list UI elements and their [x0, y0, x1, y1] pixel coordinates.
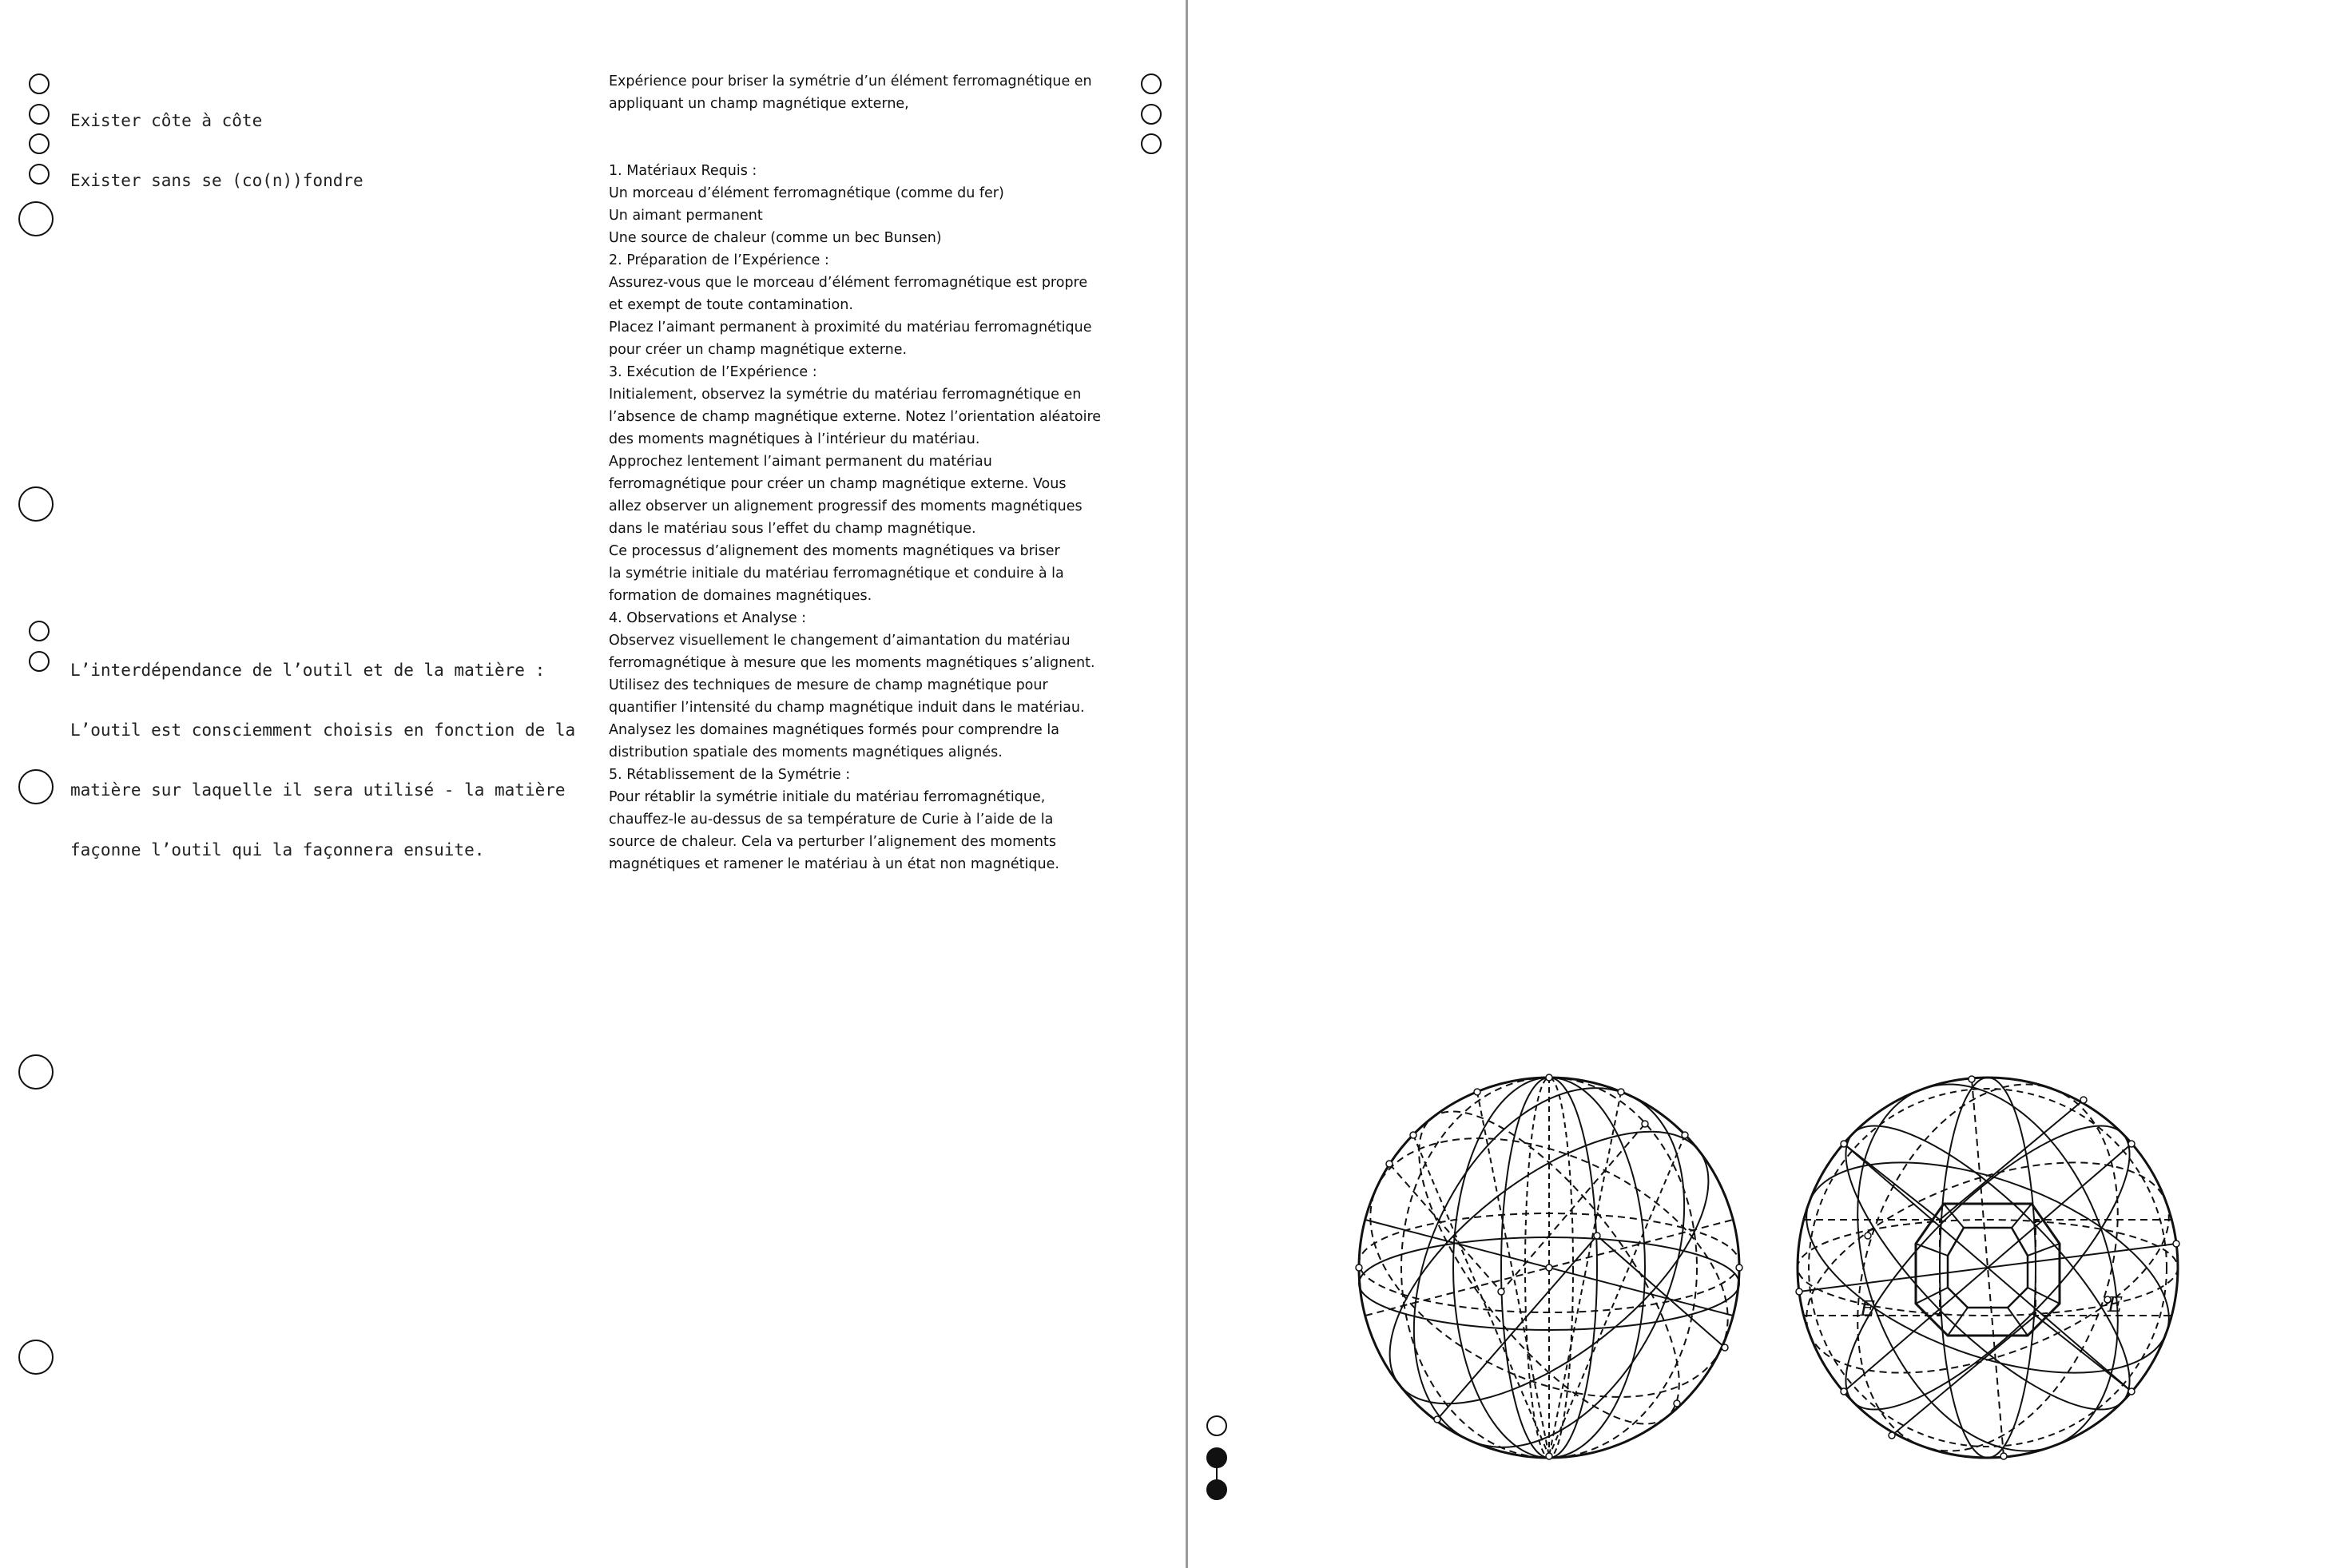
experiment-line: Observez visuellement le changement d’aimantation du matériau	[609, 633, 1071, 649]
experiment-line: formation de domaines magnétiques.	[609, 588, 872, 604]
binder-hole	[1141, 73, 1162, 94]
experiment-line: Pour rétablir la symétrie initiale du matériau ferromagnétique,	[609, 789, 1046, 805]
experiment-line: ferromagnétique à mesure que les moments magnétiques s’alignent.	[609, 655, 1095, 671]
binder-hole-large	[18, 201, 54, 236]
experiment-line: Placez l’aimant permanent à proximité du matériau ferromagnétique	[609, 320, 1092, 335]
sphere-diagram-left	[1353, 1072, 1745, 1463]
experiment-line: source de chaleur. Cela va perturber l’alignement des moments	[609, 834, 1056, 850]
experiment-line: 5. Rétablissement de la Symétrie :	[609, 767, 851, 783]
experiment-line: Ce processus d’alignement des moments magnétiques va briser	[609, 543, 1060, 559]
note-line: Exister côte à côte	[70, 111, 263, 130]
experiment-line: Un aimant permanent	[609, 208, 763, 224]
experiment-line: Approchez lentement l’aimant permanent du matériau	[609, 454, 992, 470]
experiment-line: la symétrie initiale du matériau ferromagnétique et conduire à la	[609, 566, 1064, 582]
experiment-line: distribution spatiale des moments magnétiques alignés.	[609, 744, 1003, 760]
binder-hole	[29, 621, 50, 641]
experiment-line: l’absence de champ magnétique externe. Notez l’orientation aléatoire	[609, 409, 1102, 425]
binder-hole-large	[18, 1340, 54, 1375]
experiment-line: Une source de chaleur (comme un bec Bunsen)	[609, 230, 942, 246]
binder-hole-large	[18, 1054, 54, 1090]
experiment-line: chauffez-le au-dessus de sa température de Curie à l’aide de la	[609, 812, 1054, 828]
experiment-line: ferromagnétique pour créer un champ magnétique externe. Vous	[609, 476, 1067, 492]
binder-hole	[1206, 1415, 1227, 1436]
experiment-line: et exempt de toute contamination.	[609, 297, 853, 313]
figure-label: E	[1860, 1297, 1875, 1321]
note-line: L’interdépendance de l’outil et de la matière :	[70, 661, 546, 680]
experiment-line: pour créer un champ magnétique externe.	[609, 342, 908, 358]
experiment-line: des moments magnétiques à l’intérieur du matériau.	[609, 431, 980, 447]
experiment-line: dans le matériau sous l’effet du champ magnétique.	[609, 521, 976, 537]
note-line: façonne l’outil qui la façonnera ensuite.	[70, 840, 485, 859]
binder-hole	[29, 73, 50, 94]
right-page	[1188, 0, 2352, 1568]
experiment-line: 4. Observations et Analyse :	[609, 610, 807, 626]
note-line: matière sur laquelle il sera utilisé - la matière	[70, 780, 566, 800]
experiment-text	[609, 70, 1128, 875]
note-line: L’outil est consciemment choisis en fonction de la	[70, 720, 576, 740]
binder-hole	[29, 104, 50, 125]
binder-hole	[29, 651, 50, 672]
sphere-diagram-right	[1792, 1072, 2183, 1463]
experiment-line: 2. Préparation de l’Expérience :	[609, 252, 829, 268]
binder-hole	[1141, 104, 1162, 125]
experiment-line: Analysez les domaines magnétiques formés pour comprendre la	[609, 722, 1059, 738]
note-coexist	[70, 71, 364, 231]
experiment-line: allez observer un alignement progressif des moments magnétiques	[609, 498, 1083, 514]
experiment-line: quantifier l’intensité du champ magnétique induit dans le matériau.	[609, 700, 1085, 716]
binder-connector	[1216, 1462, 1218, 1486]
note-interdependence	[70, 621, 575, 900]
binder-hole-large	[18, 486, 54, 522]
experiment-line: Un morceau d’élément ferromagnétique (comme du fer)	[609, 185, 1004, 201]
experiment-steps	[609, 160, 1128, 875]
note-line: Exister sans se (co(n))fondre	[70, 171, 364, 190]
experiment-line: Assurez-vous que le morceau d’élément ferromagnétique est propre	[609, 275, 1088, 291]
experiment-line: 1. Matériaux Requis :	[609, 163, 757, 179]
figure-label: E	[2108, 1293, 2123, 1317]
experiment-line: magnétiques et ramener le matériau à un état non magnétique.	[609, 856, 1059, 872]
binder-hole	[1141, 133, 1162, 154]
experiment-line: Utilisez des techniques de mesure de champ magnétique pour	[609, 677, 1048, 693]
binder-hole	[29, 133, 50, 154]
experiment-line: Initialement, observez la symétrie du matériau ferromagnétique en	[609, 387, 1082, 403]
experiment-intro: Expérience pour briser la symétrie d’un élément ferromagnétique en appliquant un champ magnétique externe,	[609, 73, 1092, 112]
binder-hole	[29, 164, 50, 185]
binder-hole-large	[18, 769, 54, 804]
experiment-line: 3. Exécution de l’Expérience :	[609, 364, 817, 380]
